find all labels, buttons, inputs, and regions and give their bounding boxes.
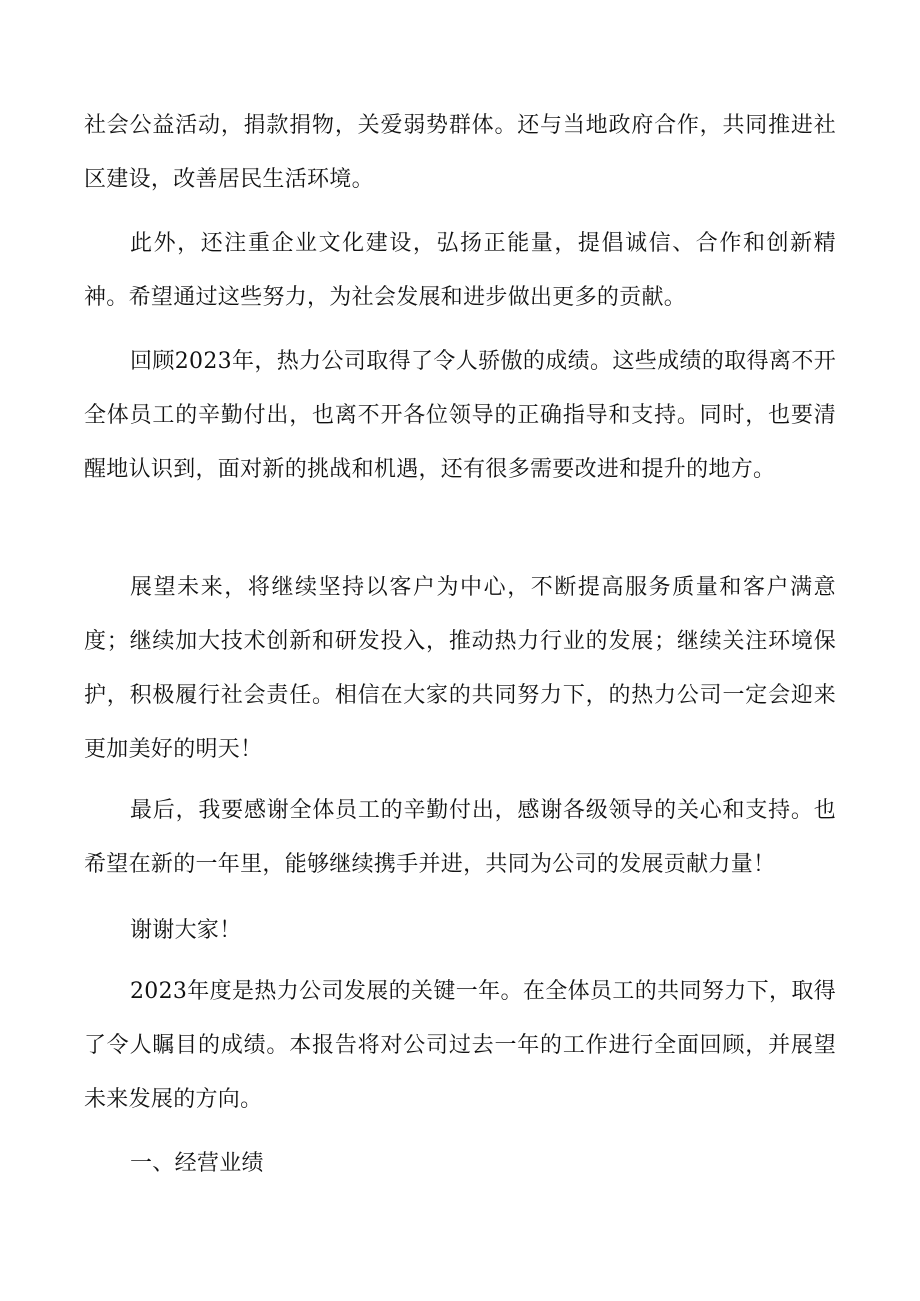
paragraph-thanks: 最后，我要感谢全体员工的辛勤付出，感谢各级领导的关心和支持。也希望在新的一年里，能够继续携手并进，共同为公司的发展贡献力量！ [84, 798, 836, 877]
paragraph-corporate-culture: 此外，还注重企业文化建设，弘扬正能量，提倡诚信、合作和创新精神。希望通过这些努力，为社会发展和进步做出更多的贡献。 [84, 231, 836, 310]
paragraph-community-welfare: 社会公益活动，捐款捐物，关爱弱势群体。还与当地政府合作，共同推进社区建设，改善居民生活环境。 [84, 113, 836, 192]
section-heading-business-performance: 一、经营业绩 [130, 1151, 264, 1176]
paragraph-outlook: 展望未来，将继续坚持以客户为中心，不断提高服务质量和客户满意度；继续加大技术创新和研发投入，推动热力行业的发展；继续关注环境保护，积极履行社会责任。相信在大家的共同努力下，的热力公司一定会迎来更加美好的明天！ [84, 575, 836, 762]
paragraph-review-2023: 回顾2023年，热力公司取得了令人骄傲的成绩。这些成绩的取得离不开全体员工的辛勤付出，也离不开各位领导的正确指导和支持。同时，也要清醒地认识到，面对新的挑战和机遇，还有很多需要改进和提升的地方。 [84, 349, 836, 482]
paragraph-closing: 谢谢大家！ [130, 918, 242, 943]
paragraph-annual-summary: 2023年度是热力公司发展的关键一年。在全体员工的共同努力下，取得了令人瞩目的成绩。本报告将对公司过去一年的工作进行全面回顾，并展望未来发展的方向。 [84, 979, 836, 1112]
